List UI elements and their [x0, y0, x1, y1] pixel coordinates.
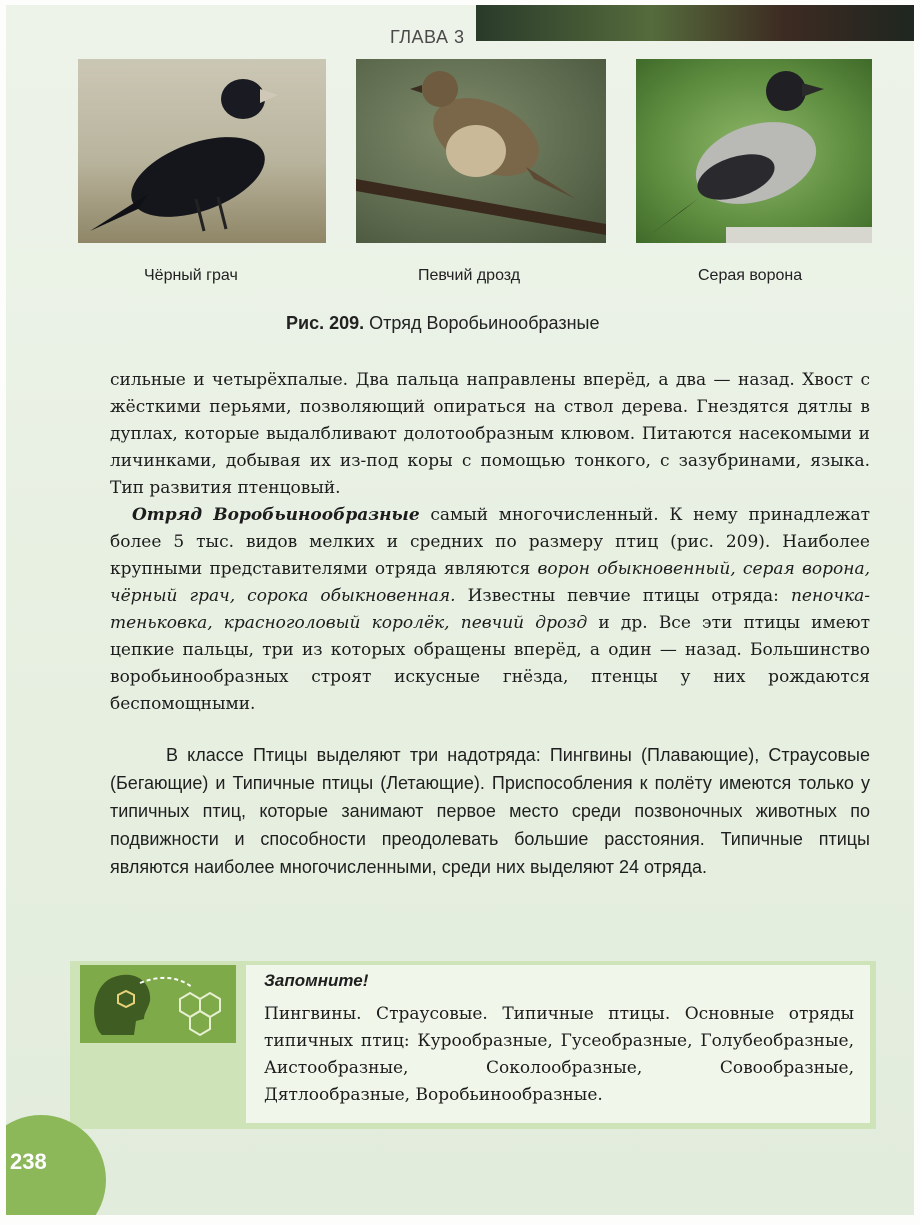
order-term: Отряд Воробьинообразные	[132, 505, 420, 525]
photo-black-rook	[78, 59, 326, 243]
photo-song-thrush	[356, 59, 606, 243]
figure-title: Отряд Воробьинообразные	[369, 313, 600, 333]
header-photo-strip	[476, 5, 914, 41]
page-number: 238	[10, 1149, 47, 1174]
paragraph-passeriformes: Отряд Воробьинообразные самый многочисленный. К нему принадлежат более 5 тыс. видов мелких и средних по размеру птиц (рис. 209). Наиболее крупными представителями отряда являются ворон обыкновенный, серая ворона, чёрный грач, сорока обыкновенная. Известны певчие птицы отряда: пеночка-теньковка, красноголовый королёк, певчий дрозд и др. Все эти птицы имеют цепкие пальцы, три из которых обращены вперёд, а один — назад. Большинство воробьинообразных строят искусные гнёзда, птенцы у них рождаются беспомощными.	[110, 505, 871, 714]
brain-honeycomb-icon	[80, 965, 236, 1043]
remember-content	[246, 965, 870, 1123]
caption-black-rook: Чёрный грач	[144, 267, 238, 284]
chapter-heading: ГЛАВА 3	[390, 27, 465, 47]
main-text	[110, 367, 870, 718]
textbook-page	[6, 5, 914, 1215]
remember-box	[70, 961, 876, 1129]
page-number-badge	[6, 1115, 106, 1215]
figure-caption	[286, 313, 599, 334]
paragraph-woodpeckers: сильные и четырёхпалые. Два пальца направлены вперёд, а два — назад. Хвост с жёсткими перьями, позволяющий опираться на ствол дерева. Гнездятся дятлы в дуплах, которые выдалбливают долотообразным клювом. Питаются насекомыми и личинками, добывая их из-под коры с помощью тонкого, с зазубринами, языка. Тип развития птенцовый.	[110, 370, 870, 498]
photo-hooded-crow	[636, 59, 872, 243]
caption-song-thrush: Певчий дрозд	[418, 267, 521, 284]
species-list-large: ворон обыкновенный, серая ворона, чёрный грач, сорока обыкновенная.	[110, 559, 870, 606]
figure-number: Рис. 209.	[286, 313, 365, 333]
caption-hooded-crow: Серая ворона	[698, 267, 803, 284]
remember-text: Пингвины. Страусовые. Типичные птицы. Основные отряды типичных птиц: Курообразные, Гусеобразные, Голубеобразные, Аистообразные, Соколообразные, Совообразные, Дятлообразные, Воробьинообразные.	[264, 1004, 854, 1105]
species-list-songbirds: пеночка-теньковка, красноголовый королёк, певчий дрозд	[110, 586, 871, 633]
summary-paragraph: В классе Птицы выделяют три надотряда: Пингвины (Плавающие), Страусовые (Бегающие) и Типичные птицы (Летающие). Приспособления к полёту имеются только у типичных птиц, которые занимают первое место среди позвоночных животных по подвижности и способности преодолевать большие расстояния. Типичные птицы являются наиболее многочисленными, среди них выделяют 24 отряда.	[110, 745, 870, 877]
remember-title: Запомните!	[264, 971, 369, 990]
summary-text	[110, 741, 870, 881]
